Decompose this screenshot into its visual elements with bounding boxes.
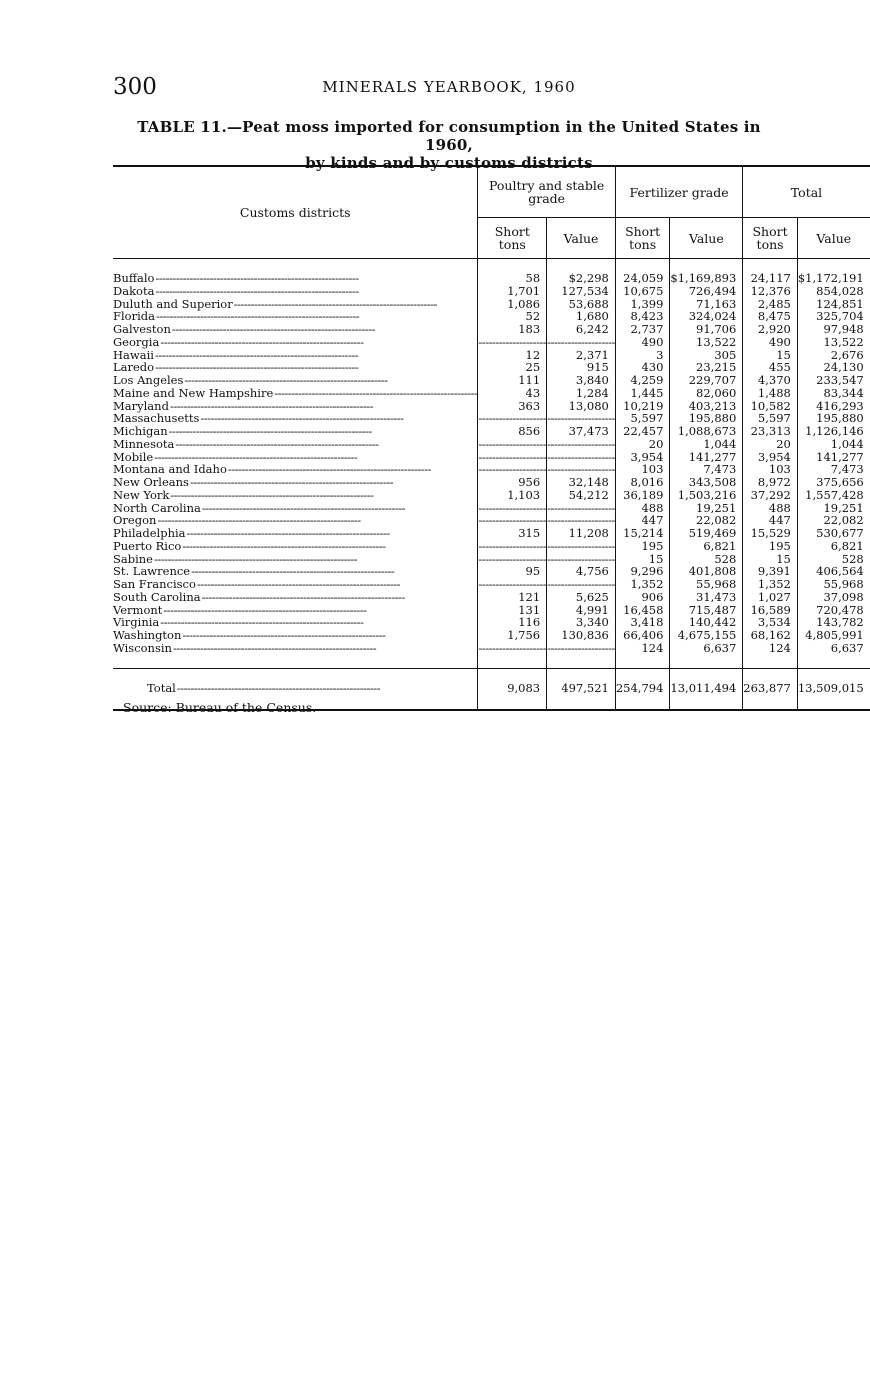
total-short-tons-cell: 195 xyxy=(743,540,798,553)
fertilizer-value-cell: 91,706 xyxy=(670,323,743,336)
total-label: Total xyxy=(147,681,176,696)
fertilizer-value-cell: 715,487 xyxy=(670,604,743,617)
fertilizer-value-cell: 7,473 xyxy=(670,463,743,476)
fertilizer-value-cell: 71,163 xyxy=(670,298,743,311)
total-value-cell: 4,805,991 xyxy=(797,629,869,642)
poultry-value-cell: 130,836 xyxy=(547,629,616,642)
total-short-tons-cell: 15,529 xyxy=(743,527,798,540)
district-name: Oregon xyxy=(113,513,157,528)
district-cell xyxy=(113,642,478,655)
header-poultry-stable-grade: Poultry and stable grade xyxy=(478,166,615,218)
total-short-tons-cell: 455 xyxy=(743,361,798,374)
district-name: Laredo xyxy=(113,360,155,375)
fertilizer-short-tons-cell: 1,445 xyxy=(615,387,670,400)
poultry-value-cell: 3,840 xyxy=(547,374,616,387)
fertilizer-short-tons-cell: 22,457 xyxy=(615,425,670,438)
district-name: Michigan xyxy=(113,424,168,438)
district-name: Buffalo xyxy=(113,271,155,285)
fertilizer-short-tons-cell: 3,954 xyxy=(615,451,670,464)
poultry-value-cell: 53,688 xyxy=(547,298,616,311)
district-name: Florida xyxy=(113,309,155,324)
table-row xyxy=(113,489,870,502)
district-name: Mobile xyxy=(113,449,154,464)
fertilizer-short-tons-cell: 4,259 xyxy=(615,374,670,387)
total-short-tons-cell: 1,352 xyxy=(743,578,798,591)
poultry-value-cell: 5,625 xyxy=(547,591,616,604)
total-short-tons-cell: 9,391 xyxy=(743,565,798,578)
poultry-short-tons-cell: 12 xyxy=(478,349,547,362)
fertilizer-short-tons-cell: 36,189 xyxy=(615,489,670,502)
total-value-cell: 22,082 xyxy=(797,514,869,527)
poultry-value-cell: 4,756 xyxy=(547,565,616,578)
poultry-value-cell: 6,242 xyxy=(547,323,616,336)
source-note: Source: Bureau of the Census. xyxy=(123,700,317,715)
fertilizer-value-cell: 13,522 xyxy=(670,336,743,349)
total-value-cell: 195,880 xyxy=(797,412,869,425)
fertilizer-short-tons-cell: 20 xyxy=(615,438,670,451)
total-short-tons-cell: 1,488 xyxy=(743,387,798,400)
poultry-short-tons-cell: 956 xyxy=(478,476,547,489)
fertilizer-value-cell: 403,213 xyxy=(670,400,743,413)
total-value-cell: 141,277 xyxy=(797,451,869,464)
district-name: Georgia xyxy=(113,334,160,349)
poultry-short-tons-cell: 116 xyxy=(478,616,547,629)
district-name: San Francisco xyxy=(113,577,196,591)
fertilizer-value-cell: 6,637 xyxy=(670,642,743,655)
district-name: Maine and New Hampshire xyxy=(113,385,274,400)
poultry-value-cell: 2,371 xyxy=(547,349,616,362)
fertilizer-short-tons-cell: 1,399 xyxy=(615,298,670,311)
poultry-short-tons-cell xyxy=(478,578,547,591)
fertilizer-short-tons-cell: 8,423 xyxy=(615,310,670,323)
fertilizer-value-cell: 528 xyxy=(670,553,743,566)
total-short-tons-cell: 10,582 xyxy=(743,400,798,413)
table-row xyxy=(113,272,870,285)
poultry-short-tons-cell xyxy=(478,642,547,655)
header-fertilizer-grade: Fertilizer grade xyxy=(615,166,742,218)
poultry-value-cell: 1,284 xyxy=(547,387,616,400)
table-row xyxy=(113,374,870,387)
fertilizer-value-cell: $1,169,893 xyxy=(670,272,743,285)
total-short-tons-cell: 1,027 xyxy=(743,591,798,604)
poultry-value-cell: $2,298 xyxy=(547,272,616,285)
table-row xyxy=(113,642,870,655)
district-name: South Carolina xyxy=(113,589,201,604)
total-short-tons-cell: 23,313 xyxy=(743,425,798,438)
district-name: St. Lawrence xyxy=(113,564,191,579)
fertilizer-value-cell: 141,277 xyxy=(670,451,743,464)
fertilizer-value-cell: 1,044 xyxy=(670,438,743,451)
header-total-value: Value xyxy=(797,218,869,259)
total-short-tons-cell: 447 xyxy=(743,514,798,527)
poultry-value-cell: 37,473 xyxy=(547,425,616,438)
total-value-cell: 720,478 xyxy=(797,604,869,617)
poultry-value-cell xyxy=(547,540,616,553)
table-title xyxy=(113,118,785,172)
poultry-short-tons-cell: 111 xyxy=(478,374,547,387)
total-short-tons-cell: 8,475 xyxy=(743,310,798,323)
total-value-cell: 7,473 xyxy=(797,463,869,476)
fertilizer-short-tons-cell: 490 xyxy=(615,336,670,349)
table-row xyxy=(113,336,870,349)
total-short-tons-cell: 3,534 xyxy=(743,616,798,629)
district-cell xyxy=(113,323,478,336)
header-total: Total xyxy=(743,166,870,218)
total-value-cell: 2,676 xyxy=(797,349,869,362)
table-row xyxy=(113,285,870,298)
district-name: Galveston xyxy=(113,322,171,336)
total-value-cell: 375,656 xyxy=(797,476,869,489)
total-value-cell: 13,522 xyxy=(797,336,869,349)
fertilizer-short-tons-cell: 15 xyxy=(615,553,670,566)
fertilizer-short-tons-cell: 9,296 xyxy=(615,565,670,578)
district-name: New Orleans xyxy=(113,475,189,489)
district-name: Virginia xyxy=(113,615,160,630)
poultry-short-tons-cell: 363 xyxy=(478,400,547,413)
poultry-short-tons-cell: 25 xyxy=(478,361,547,374)
total-short-tons-cell: 68,162 xyxy=(743,629,798,642)
total-value-cell: 6,637 xyxy=(797,642,869,655)
poultry-short-tons-cell: 131 xyxy=(478,604,547,617)
fertilizer-short-tons-cell: 447 xyxy=(615,514,670,527)
district-cell xyxy=(113,387,478,400)
fertilizer-short-tons-cell: 430 xyxy=(615,361,670,374)
total-value-cell: 124,851 xyxy=(797,298,869,311)
total-value-cell: 24,130 xyxy=(797,361,869,374)
fertilizer-short-tons-cell: 10,675 xyxy=(615,285,670,298)
district-name: Washington xyxy=(113,628,182,642)
header-fertilizer-short-tons: Short tons xyxy=(615,218,670,259)
total-short-tons-cell: 5,597 xyxy=(743,412,798,425)
total-short-tons-cell: 124 xyxy=(743,642,798,655)
header-poultry-short-tons: Short tons xyxy=(478,218,547,259)
total-short-tons-cell: 4,370 xyxy=(743,374,798,387)
page-header xyxy=(113,74,785,102)
total-fertilizer-short-tons: 254,794 xyxy=(615,668,670,710)
total-short-tons-cell: 20 xyxy=(743,438,798,451)
district-cell xyxy=(113,285,478,298)
fertilizer-value-cell: 343,508 xyxy=(670,476,743,489)
poultry-value-cell: 3,340 xyxy=(547,616,616,629)
poultry-value-cell: 4,991 xyxy=(547,604,616,617)
total-total-short-tons: 263,877 xyxy=(743,668,798,710)
poultry-short-tons-cell: 1,086 xyxy=(478,298,547,311)
district-name: Wisconsin xyxy=(113,640,172,655)
district-name: Los Angeles xyxy=(113,373,184,387)
total-poultry-short-tons: 9,083 xyxy=(478,668,547,710)
total-value-cell: 83,344 xyxy=(797,387,869,400)
poultry-short-tons-cell: 43 xyxy=(478,387,547,400)
poultry-short-tons-cell: 183 xyxy=(478,323,547,336)
total-value-cell: 1,557,428 xyxy=(797,489,869,502)
fertilizer-value-cell: 726,494 xyxy=(670,285,743,298)
district-cell xyxy=(113,425,478,438)
table-row xyxy=(113,425,870,438)
district-cell xyxy=(113,540,478,553)
fertilizer-short-tons-cell: 66,406 xyxy=(615,629,670,642)
district-name: Hawaii xyxy=(113,347,154,362)
fertilizer-value-cell: 31,473 xyxy=(670,591,743,604)
district-name: Dakota xyxy=(113,283,155,298)
poultry-value-cell xyxy=(547,642,616,655)
poultry-short-tons-cell: 1,103 xyxy=(478,489,547,502)
fertilizer-value-cell: 6,821 xyxy=(670,540,743,553)
fertilizer-value-cell: 140,442 xyxy=(670,616,743,629)
poultry-value-cell xyxy=(547,438,616,451)
poultry-short-tons-cell: 58 xyxy=(478,272,547,285)
table-body xyxy=(113,259,870,669)
district-cell xyxy=(113,489,478,502)
district-cell xyxy=(113,438,478,451)
fertilizer-value-cell: 305 xyxy=(670,349,743,362)
poultry-short-tons-cell: 121 xyxy=(478,591,547,604)
poultry-value-cell: 1,680 xyxy=(547,310,616,323)
fertilizer-short-tons-cell: 3,418 xyxy=(615,616,670,629)
total-value-cell: 143,782 xyxy=(797,616,869,629)
fertilizer-short-tons-cell: 195 xyxy=(615,540,670,553)
total-short-tons-cell: 12,376 xyxy=(743,285,798,298)
fertilizer-value-cell: 401,808 xyxy=(670,565,743,578)
table-row xyxy=(113,387,870,400)
total-fertilizer-value: 13,011,494 xyxy=(670,668,743,710)
header-fertilizer-value: Value xyxy=(670,218,743,259)
district-cell xyxy=(113,629,478,642)
fertilizer-value-cell: 229,707 xyxy=(670,374,743,387)
district-name: Maryland xyxy=(113,398,169,413)
spacer-row xyxy=(113,655,870,669)
poultry-value-cell: 915 xyxy=(547,361,616,374)
district-cell xyxy=(113,527,478,540)
district-name: Minnesota xyxy=(113,436,175,451)
fertilizer-value-cell: 4,675,155 xyxy=(670,629,743,642)
district-name: North Carolina xyxy=(113,500,201,515)
total-value-cell: 1,126,146 xyxy=(797,425,869,438)
fertilizer-short-tons-cell: 3 xyxy=(615,349,670,362)
table-title-line-1: TABLE 11.—Peat moss imported for consumption in the United States in 1960, xyxy=(137,118,761,154)
total-value-cell: 530,677 xyxy=(797,527,869,540)
district-name: Philadelphia xyxy=(113,526,186,540)
total-short-tons-cell: 16,589 xyxy=(743,604,798,617)
fertilizer-value-cell: 22,082 xyxy=(670,514,743,527)
total-short-tons-cell: 488 xyxy=(743,502,798,515)
total-short-tons-cell: 15 xyxy=(743,349,798,362)
total-value-cell: 55,968 xyxy=(797,578,869,591)
total-poultry-value: 497,521 xyxy=(547,668,616,710)
district-cell xyxy=(113,476,478,489)
fertilizer-short-tons-cell: 5,597 xyxy=(615,412,670,425)
poultry-short-tons-cell: 856 xyxy=(478,425,547,438)
poultry-short-tons-cell: 1,756 xyxy=(478,629,547,642)
table-row xyxy=(113,527,870,540)
table-row xyxy=(113,591,870,604)
district-cell xyxy=(113,578,478,591)
total-short-tons-cell: 2,485 xyxy=(743,298,798,311)
poultry-value-cell: 13,080 xyxy=(547,400,616,413)
poultry-value-cell: 32,148 xyxy=(547,476,616,489)
total-value-cell: 97,948 xyxy=(797,323,869,336)
district-cell xyxy=(113,272,478,285)
fertilizer-short-tons-cell: 488 xyxy=(615,502,670,515)
district-cell xyxy=(113,374,478,387)
fertilizer-value-cell: 1,088,673 xyxy=(670,425,743,438)
fertilizer-short-tons-cell: 906 xyxy=(615,591,670,604)
poultry-short-tons-cell: 315 xyxy=(478,527,547,540)
total-short-tons-cell: 37,292 xyxy=(743,489,798,502)
fertilizer-value-cell: 19,251 xyxy=(670,502,743,515)
district-name: Puerto Rico xyxy=(113,538,182,553)
total-value-cell: $1,172,191 xyxy=(797,272,869,285)
table-row xyxy=(113,629,870,642)
fertilizer-value-cell: 23,215 xyxy=(670,361,743,374)
total-short-tons-cell: 490 xyxy=(743,336,798,349)
total-short-tons-cell: 103 xyxy=(743,463,798,476)
district-cell xyxy=(113,336,478,349)
fertilizer-short-tons-cell: 15,214 xyxy=(615,527,670,540)
poultry-short-tons-cell: 95 xyxy=(478,565,547,578)
fertilizer-value-cell: 1,503,216 xyxy=(670,489,743,502)
total-value-cell: 233,547 xyxy=(797,374,869,387)
poultry-value-cell: 54,212 xyxy=(547,489,616,502)
fertilizer-short-tons-cell: 16,458 xyxy=(615,604,670,617)
spacer-row xyxy=(113,259,870,273)
fertilizer-value-cell: 195,880 xyxy=(670,412,743,425)
poultry-short-tons-cell: 1,701 xyxy=(478,285,547,298)
header-customs-districts: Customs districts xyxy=(113,166,478,259)
total-total-value: 13,509,015 xyxy=(797,668,869,710)
running-head: MINERALS YEARBOOK, 1960 xyxy=(322,78,576,96)
district-cell xyxy=(113,591,478,604)
fertilizer-short-tons-cell: 10,219 xyxy=(615,400,670,413)
header-row-groups xyxy=(113,166,870,218)
table-row xyxy=(113,438,870,451)
total-short-tons-cell: 3,954 xyxy=(743,451,798,464)
header-poultry-value: Value xyxy=(547,218,616,259)
table-row xyxy=(113,323,870,336)
header-total-short-tons: Short tons xyxy=(743,218,798,259)
fertilizer-short-tons-cell: 1,352 xyxy=(615,578,670,591)
poultry-value-cell: 11,208 xyxy=(547,527,616,540)
table-row xyxy=(113,476,870,489)
total-value-cell: 528 xyxy=(797,553,869,566)
poultry-value-cell: 127,534 xyxy=(547,285,616,298)
poultry-short-tons-cell xyxy=(478,438,547,451)
poultry-short-tons-cell xyxy=(478,336,547,349)
fertilizer-short-tons-cell: 8,016 xyxy=(615,476,670,489)
total-value-cell: 406,564 xyxy=(797,565,869,578)
fertilizer-short-tons-cell: 24,059 xyxy=(615,272,670,285)
poultry-value-cell xyxy=(547,336,616,349)
total-value-cell: 6,821 xyxy=(797,540,869,553)
fertilizer-value-cell: 55,968 xyxy=(670,578,743,591)
fertilizer-short-tons-cell: 124 xyxy=(615,642,670,655)
table-title-line-2: by kinds and by customs districts xyxy=(305,154,593,172)
total-short-tons-cell: 24,117 xyxy=(743,272,798,285)
fertilizer-short-tons-cell: 2,737 xyxy=(615,323,670,336)
total-value-cell: 854,028 xyxy=(797,285,869,298)
fertilizer-value-cell: 519,469 xyxy=(670,527,743,540)
table-row xyxy=(113,540,870,553)
poultry-value-cell xyxy=(547,578,616,591)
district-name: Duluth and Superior xyxy=(113,296,233,311)
total-value-cell: 1,044 xyxy=(797,438,869,451)
poultry-short-tons-cell: 52 xyxy=(478,310,547,323)
fertilizer-short-tons-cell: 103 xyxy=(615,463,670,476)
total-value-cell: 325,704 xyxy=(797,310,869,323)
district-name: New York xyxy=(113,487,170,502)
total-value-cell: 37,098 xyxy=(797,591,869,604)
total-short-tons-cell: 2,920 xyxy=(743,323,798,336)
fertilizer-value-cell: 82,060 xyxy=(670,387,743,400)
poultry-short-tons-cell xyxy=(478,540,547,553)
district-name: Sabine xyxy=(113,551,153,566)
district-name: Massachusetts xyxy=(113,411,200,426)
district-name: Vermont xyxy=(113,602,163,617)
total-short-tons-cell: 8,972 xyxy=(743,476,798,489)
district-name: Montana and Idaho xyxy=(113,462,227,477)
total-short-tons-cell: 15 xyxy=(743,553,798,566)
total-value-cell: 416,293 xyxy=(797,400,869,413)
page-number: 300 xyxy=(113,74,157,100)
peat-moss-table xyxy=(113,165,870,711)
total-value-cell: 19,251 xyxy=(797,502,869,515)
table-row xyxy=(113,578,870,591)
fertilizer-value-cell: 324,024 xyxy=(670,310,743,323)
